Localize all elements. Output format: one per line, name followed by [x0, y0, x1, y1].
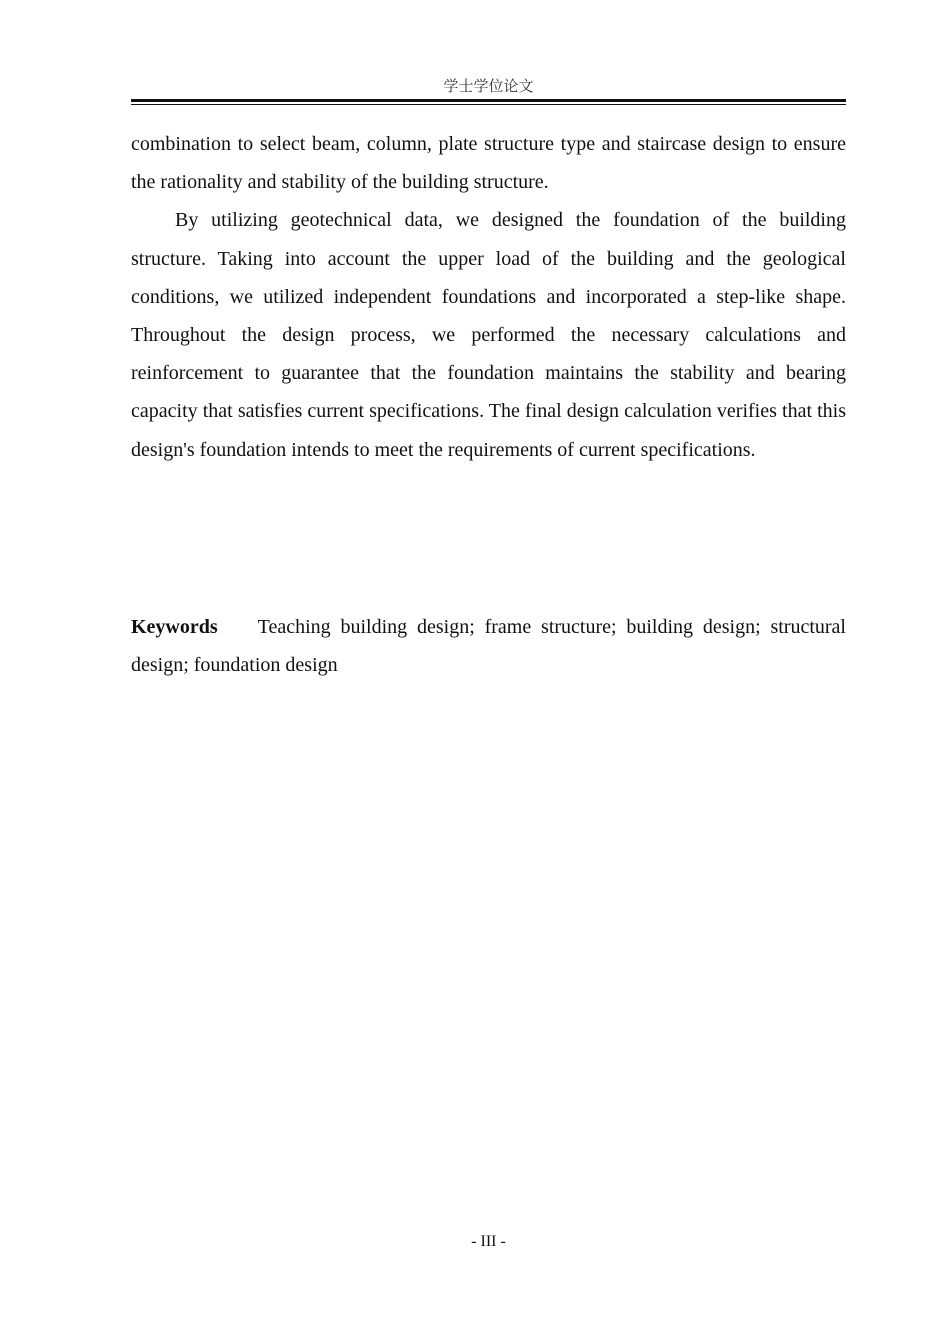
- keywords-label: Keywords: [131, 616, 218, 638]
- running-header: 学士学位论文: [443, 77, 534, 95]
- paragraph-continued: combination to select beam, column, plate structure type and staircase design to ensure the rationality and stability of the building structure.: [131, 133, 846, 194]
- header-rule-thick: [131, 99, 846, 102]
- page-number: - III -: [471, 1233, 506, 1250]
- header-rule-thin: [131, 104, 846, 105]
- paragraph-foundation: By utilizing geotechnical data, we designed the foundation of the building structure. Taking into account the upper load of the building and the geological conditions, we utilized independent foundations and incorporated a step-like shape. Throughout the design process, we performed the necessary calculations and reinforcement to guarantee that the foundation maintains the stability and bearing capacity that satisfies current specifications. The final design calculation verifies that this design's foundation intends to meet the requirements of current specifications.: [131, 209, 846, 461]
- keywords-text: Teaching building design; frame structure; building design; structural design; foundation design: [131, 616, 846, 677]
- keywords-line: [131, 608, 846, 684]
- abstract-body: [131, 125, 846, 469]
